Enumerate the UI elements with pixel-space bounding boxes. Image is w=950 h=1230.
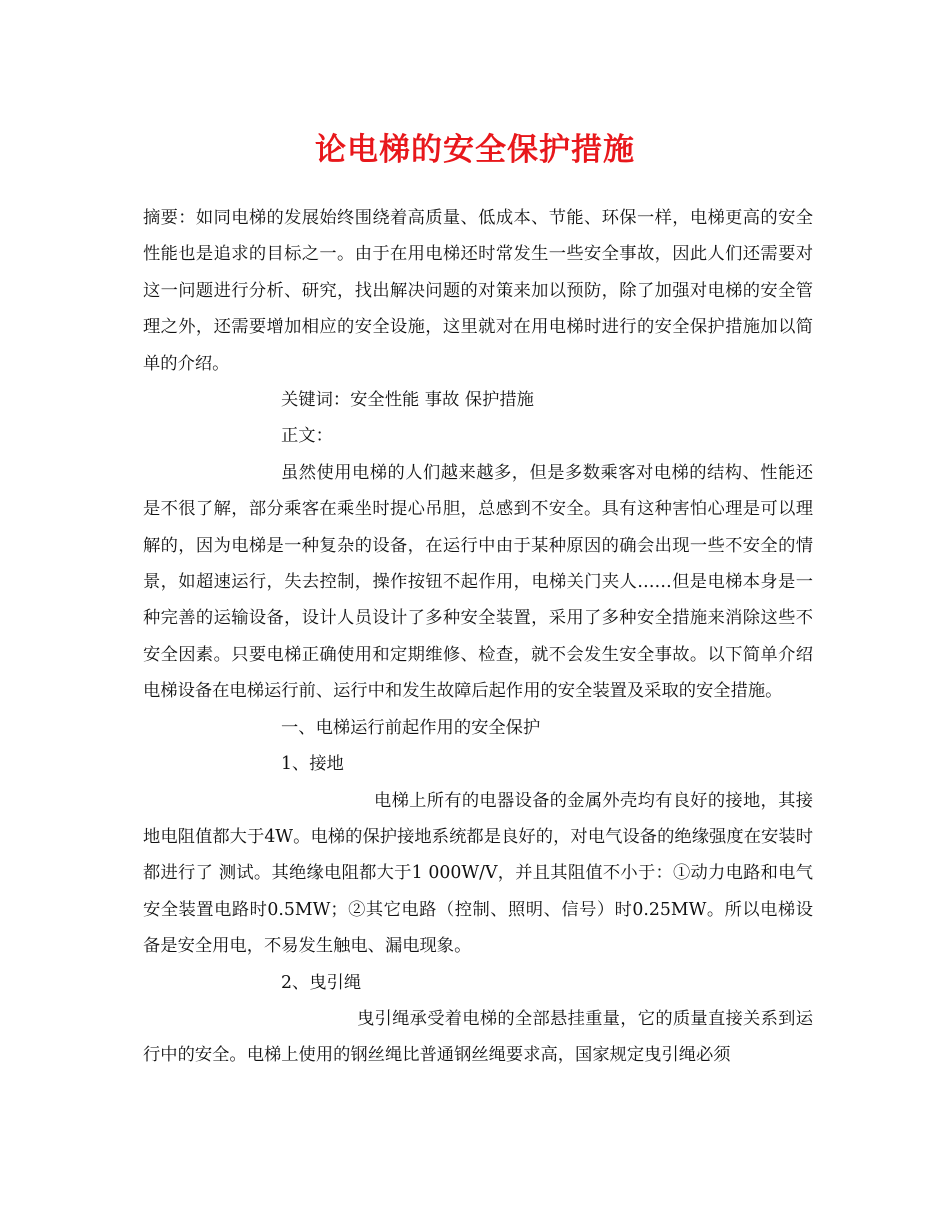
- section1-heading: 一、电梯运行前起作用的安全保护: [281, 717, 541, 738]
- item1-heading: 1、接地: [281, 754, 344, 775]
- item2-paragraph: 曳引绳承受着电梯的全部悬挂重量，它的质量直接关系到运行中的安全。电梯上使用的钢丝绳比普通钢丝绳要求高，国家规定曳引绳必须: [143, 1008, 813, 1066]
- item1-paragraph: 电梯上所有的电器设备的金属外壳均有良好的接地，其接地电阻值都大于4W。电梯的保护接地系统都是良好的，对电气设备的绝缘强度在安装时都进行了 测试。其绝缘电阻都大于1 000W/V，并且其阻值不小于：①动力电路和电气安全装置电路时0.5MW；②其它电路（控制、照明、信号）时0.25MW。所以电梯设备是安全用电，不易发生触电、漏电现象。: [143, 790, 813, 957]
- abstract-paragraph: 摘要：如同电梯的发展始终围绕着高质量、低成本、节能、环保一样，电梯更高的安全性能也是追求的目标之一。由于在用电梯还时常发生一些安全事故，因此人们还需要对这一问题进行分析、研究，找出解决问题的对策来加以预防，除了加强对电梯的安全管理之外，还需要增加相应的安全设施，这里就对在用电梯时进行的安全保护措施加以简单的介绍。: [143, 208, 813, 374]
- document-title: 论电梯的安全保护措施: [315, 132, 635, 168]
- body-label: 正文：: [281, 426, 333, 447]
- document-body: [143, 200, 813, 1074]
- item2-heading: 2、曳引绳: [281, 972, 362, 993]
- keywords-line: 关键词：安全性能 事故 保护措施: [281, 390, 534, 411]
- intro-paragraph: 虽然使用电梯的人们越来越多，但是多数乘客对电梯的结构、性能还是不很了解，部分乘客在乘坐时提心吊胆，总感到不安全。具有这种害怕心理是可以理解的，因为电梯是一种复杂的设备，在运行中由于某种原因的确会出现一些不安全的情景，如超速运行，失去控制，操作按钮不起作用，电梯关门夹人……但是电梯本身是一种完善的运输设备，设计人员设计了多种安全装置，采用了多种安全措施来消除这些不安全因素。只要电梯正确使用和定期维修、检查，就不会发生安全事故。以下简单介绍电梯设备在电梯运行前、运行中和发生故障后起作用的安全装置及采取的安全措施。: [143, 462, 813, 702]
